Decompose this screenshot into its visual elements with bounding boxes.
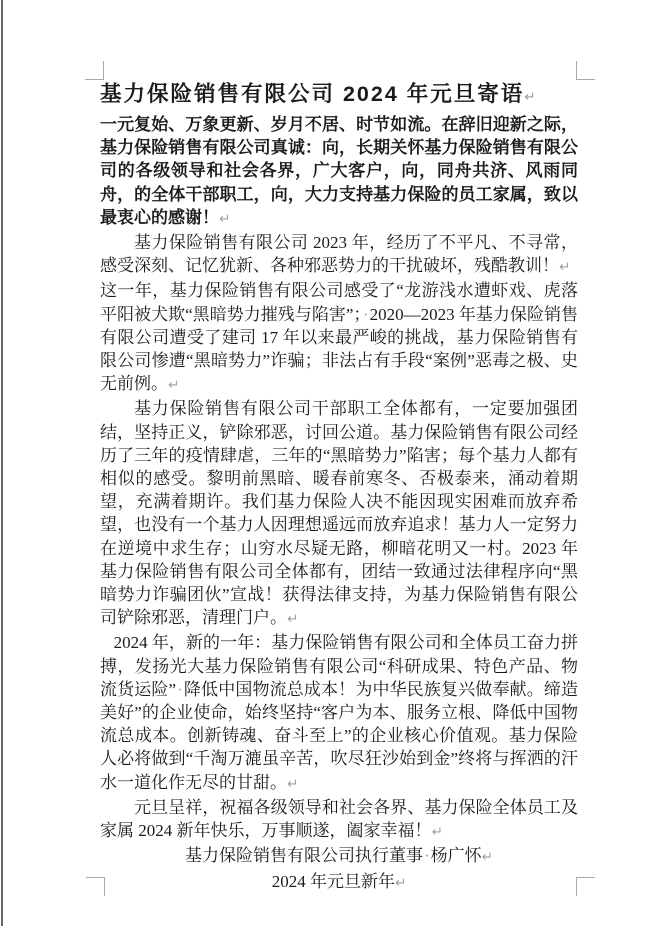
paragraph-mark: ↵ [431, 824, 443, 841]
paragraph-mark: ↵ [394, 874, 407, 891]
space-mark: · [424, 846, 430, 866]
paragraph-this-year-text-b: 2020—2023 年基力保险销售有限公司遭受了建司 17 年以来最严峻的挑战，基力保险销售有限公司惨遭“黑暗势力”诈骗；非法占有手段“案例”恶毒之极、史无前例。 [100, 304, 578, 394]
margin-mark-top-right [576, 61, 595, 80]
paragraph-mark: ↵ [481, 849, 493, 866]
paragraph-2024-text-a: 2024 年，新的一年：基力保险销售有限公司和全体员工奋力拼搏，发扬光大基力保险销售有限公司“科研成果、特色产品、物流货运险” [100, 633, 578, 699]
paragraph-mark: ↵ [168, 377, 180, 394]
paragraph-mark: ↵ [287, 611, 299, 628]
paragraph-this-year-text-a: 这一年，基力保险销售有限公司感受了“龙游浅水遭虾戏、虎落平阳被犬欺“黑暗势力摧残与陷害”； [100, 281, 578, 324]
intro-text: 一元复始、万象更新、岁月不居、时节如流。在辞旧迎新之际，基力保险销售有限公司真诚：向，长期关怀基力保险销售有限公司的各级领导和社会各界，广大客户，向，同舟共济、风雨同舟，的全体干部职工，向，大力支持基力保险的员工家属，致以最衷心的感谢！ [100, 115, 578, 227]
paragraph-2023-text: 基力保险销售有限公司 2023 年，经历了不平凡、不寻常，感受深刻、记忆犹新、各种邪恶势力的干扰破坏，残酷教训！ [100, 233, 578, 276]
space-mark: · [362, 304, 369, 324]
space-mark: · [177, 679, 183, 699]
paragraph-this-year [100, 279, 578, 397]
paragraph-mark: ↵ [559, 259, 571, 276]
document-body [100, 79, 578, 895]
date-line-text: 2024 年元旦新年 [271, 871, 395, 891]
document-title [100, 79, 578, 113]
title-text: 基力保险销售有限公司 2024 年元旦寄语 [100, 82, 525, 106]
paragraph-2023 [100, 231, 578, 279]
paragraph-wish [100, 796, 578, 844]
signature-name: 杨广怀 [430, 846, 482, 866]
paragraph-mark: ↵ [219, 210, 231, 227]
signature-company: 基力保险销售有限公司执行董事 [185, 846, 423, 866]
paragraph-2024-text-b: 降低中国物流总成本！为中华民族复兴做奉献。缔造美好”的企业使命，始终坚持“客户为本、服务立根、降低中国物流总成本。创新铸魂、奋斗至上”的企业核心价值观。基力保险人必将做到“千淘万漉虽辛苦，吹尽狂沙始到金”终将与挥洒的汗水一道化作无尽的甘甜。 [100, 679, 579, 792]
paragraph-mark: ↵ [524, 89, 536, 105]
paragraph-2024 [100, 631, 578, 795]
intro-paragraph [100, 113, 578, 231]
paragraph-staff [100, 397, 578, 631]
paragraph-mark: ↵ [287, 775, 299, 792]
signature-line [100, 844, 578, 869]
margin-mark-bottom-right [576, 877, 595, 896]
paragraph-wish-text: 元旦呈祥，祝福各级领导和社会各界、基力保险全体员工及家属 2024 新年快乐，万事顺遂，阖家幸福！ [100, 797, 578, 841]
margin-mark-top-left [85, 61, 104, 80]
page-left-edge [1, 0, 3, 926]
date-line [100, 870, 578, 895]
paragraph-staff-text: 基力保险销售有限公司干部职工全体都有，一定要加强团结，坚持正义，铲除邪恶，讨回公道。基力保险销售有限公司经历了三年的疫情肆虐，三年的“黑暗势力”陷害；每个基力人都有相似的感受。黎明前黑暗、暖春前寒冬、否极泰来，涌动着期望，充满着期许。我们基力保险人决不能因现实困难而放弃希望，也没有一个基力人因理想遥远而放弃追求！基力人一定努力在逆境中求生存；山穷水尽疑无路，柳暗花明又一村。2023 年基力保险销售有限公司全体都有，团结一致通过法律程序向“黑暗势力诈骗团伙”宣战！获得法律支持，为基力保险销售有限公司铲除邪恶，清理门户。 [100, 399, 578, 628]
